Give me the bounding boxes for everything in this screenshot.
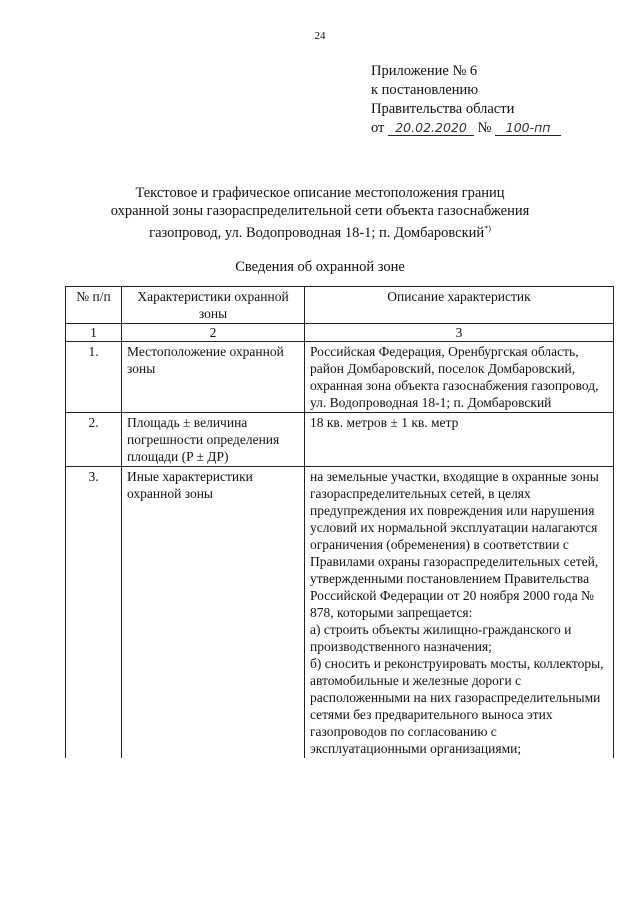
appendix-title: Приложение № 6: [371, 63, 478, 79]
table-row: [66, 467, 614, 759]
handwritten-date: 20.02.2020: [388, 121, 474, 136]
row-characteristic: Иные характеристики охранной зоны: [122, 467, 305, 759]
row-characteristic: Площадь ± величина погрешности определения площади (P ± ДР): [122, 413, 305, 467]
header-characteristic: Характеристики охранной зоны: [122, 287, 305, 324]
footnote-mark: *): [484, 224, 491, 233]
zone-info-table: [65, 286, 614, 758]
table-row: [66, 413, 614, 467]
index-cell-2: 2: [122, 324, 305, 342]
appendix-resolution: к постановлению: [371, 82, 479, 98]
index-cell-1: 1: [66, 324, 122, 342]
title-line-3: [60, 220, 580, 242]
page-number: 24: [314, 30, 326, 42]
restriction-item-b: б) сносить и реконструировать мосты, коллекторы, автомобильные и железные дороги с расположенными на них газораспределительными сетями без предварительного выноса этих газопроводов по согласованию с эксплуатационными организациями;: [310, 656, 604, 756]
section-subtitle: Сведения об охранной зоне: [235, 259, 405, 275]
row-number: 1.: [66, 342, 122, 413]
row-description: 18 кв. метров ± 1 кв. метр: [305, 413, 614, 467]
table-index-row: [66, 324, 614, 342]
table-row: [66, 342, 614, 413]
index-cell-3: 3: [305, 324, 614, 342]
appendix-date-line: [371, 119, 561, 138]
row-number: 2.: [66, 413, 122, 467]
from-label: от: [371, 120, 385, 136]
title-line-2: охранной зоны газораспределительной сети объекта газоснабжения: [110, 203, 530, 219]
number-label: №: [477, 120, 492, 136]
table-header-row: [66, 287, 614, 324]
handwritten-number: 100-пп: [495, 121, 561, 136]
title-line-1: Текстовое и графическое описание местоположения границ: [135, 185, 505, 201]
row-description-cell: [305, 467, 614, 759]
row-description: Российская Федерация, Оренбургская область, район Домбаровский, поселок Домбаровский, охранная зона объекта газоснабжения газопровод, ул. Водопроводная 18-1; п. Домбаровский: [305, 342, 614, 413]
appendix-block: [371, 62, 561, 138]
header-number: № п/п: [66, 287, 122, 324]
row-description: на земельные участки, входящие в охранные зоны газораспределительных сетей, в целях предупреждения их повреждения или нарушения условий их нормальной эксплуатации налагаются ограничения (обременения) в соответствии с Правилами охраны газораспределительных сетей, утвержденными постановлением Правительства Российской Федерации от 20 ноября 2000 года № 878, которыми запрещается:: [310, 469, 599, 620]
document-title: [60, 184, 580, 242]
restriction-item-a: а) строить объекты жилищно-гражданского и производственного назначения;: [310, 622, 572, 654]
title-line-3-text: газопровод, ул. Водопроводная 18-1; п. Домбаровский: [149, 224, 485, 241]
row-characteristic: Местоположение охранной зоны: [122, 342, 305, 413]
header-description: Описание характеристик: [305, 287, 614, 324]
appendix-government: Правительства области: [371, 101, 515, 117]
row-number: 3.: [66, 467, 122, 759]
